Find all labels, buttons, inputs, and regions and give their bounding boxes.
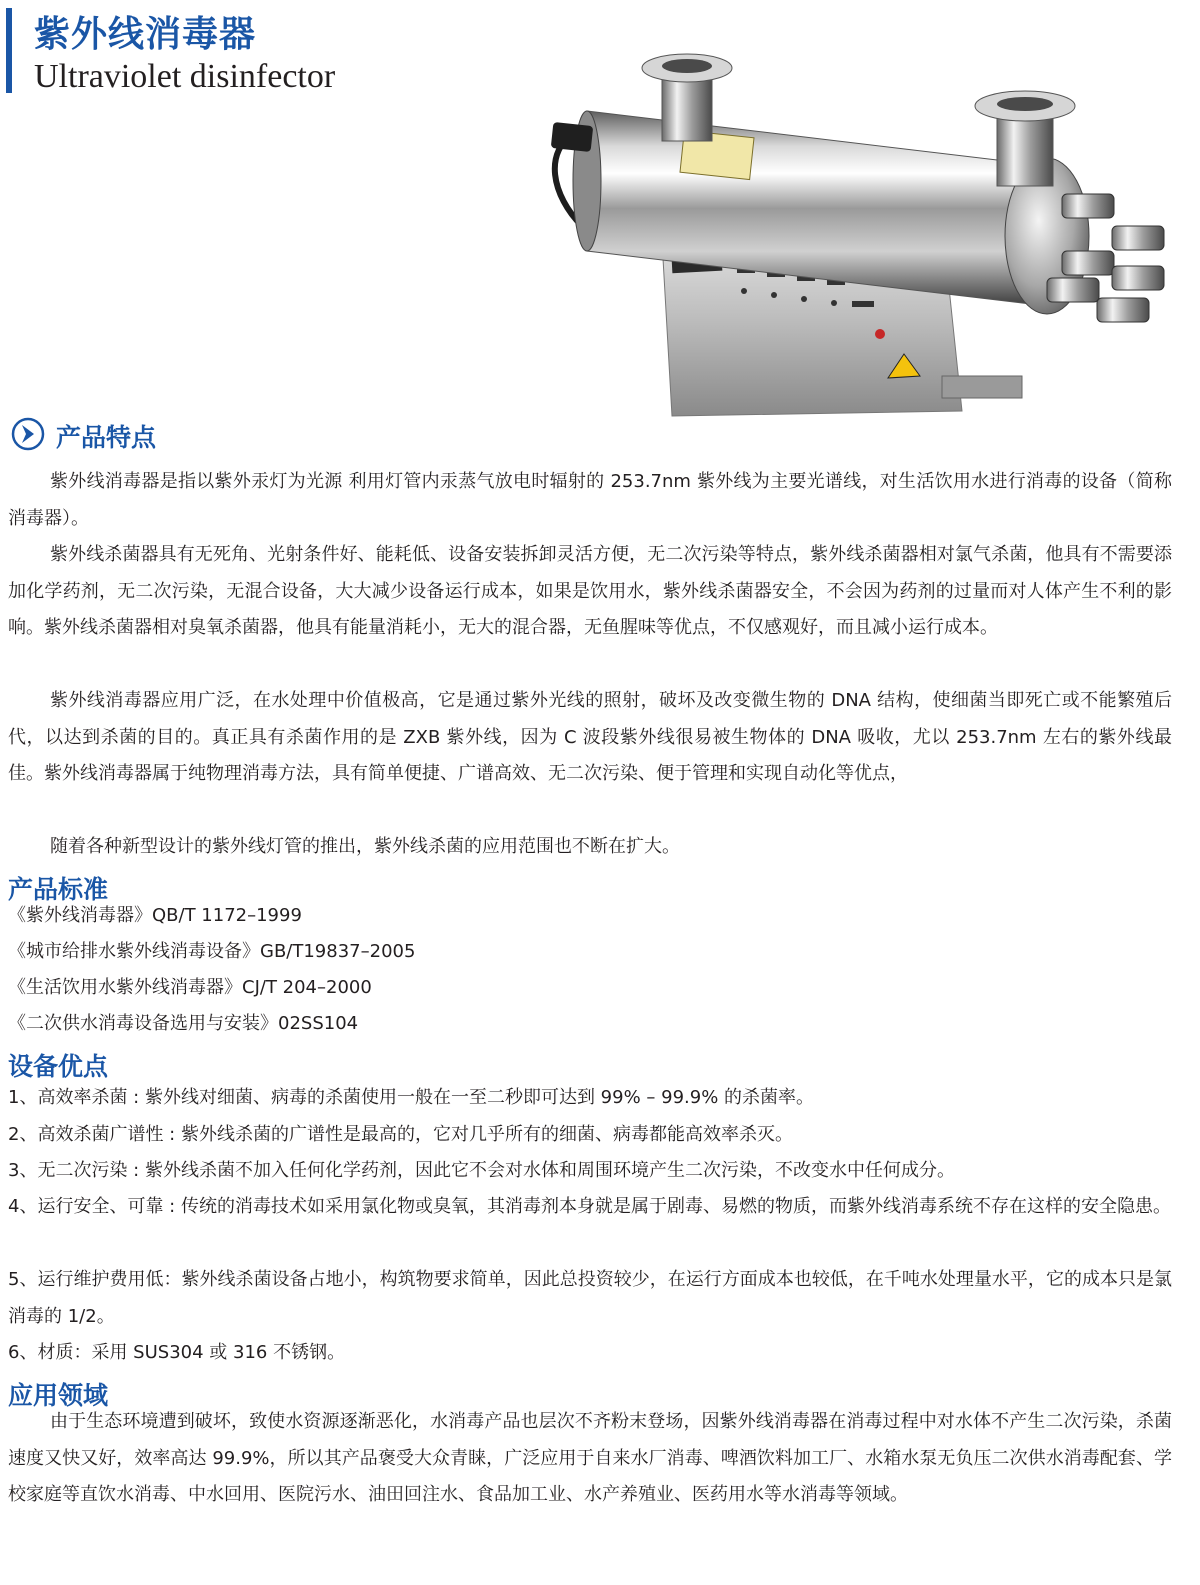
advantage-item: 3、无二次污染 : 紫外线杀菌不加入任何化学药剂，因此它不会对水体和周围环境产生二次污染，不改变水中任何成分。	[8, 1160, 955, 1181]
standards-heading: 产品标准	[8, 875, 109, 904]
page-title: 紫外线消毒器	[34, 14, 257, 55]
standard-item: 《二次供水消毒设备选用与安装》02SS104	[8, 1013, 359, 1034]
features-paragraph: 随着各种新型设计的紫外线灯管的推出，紫外线杀菌的应用范围也不断在扩大。	[50, 836, 680, 857]
title-accent-bar	[6, 8, 12, 93]
advantage-item: 2、高效杀菌广谱性 : 紫外线杀菌的广谱性是最高的，它对几乎所有的细菌、病毒都能高效率杀灭。	[8, 1124, 793, 1145]
features-paragraph: 紫外线杀菌器具有无死角、光射条件好、能耗低、设备安装拆卸灵活方便，无二次污染等特点，紫外线杀菌器相对氯气杀菌，他具有不需要添加化学药剂，无二次污染，无混合设备，大大减少设备运行成本，如果是饮用水，紫外线杀菌器安全，不会因为药剂的过量而对人体产生不利的影响。紫外线杀菌器相对臭氧杀菌器，他具有能量消耗小，无大的混合器，无鱼腥味等优点，不仅感观好，而且减小运行成本。	[8, 544, 1172, 638]
applications-paragraph: 由于生态环境遭到破坏，致使水资源逐渐恶化，水消毒产品也层次不齐粉末登场，因紫外线消毒器在消毒过程中对水体不产生二次污染，杀菌速度又快又好，效率高达 99.9%，所以其产品褒受大众青睐，广泛应用于自来水厂消毒、啤酒饮料加工厂、水箱水泵无负压二次供水消毒配套、学校家庭等直饮水消毒、中水回用、医院污水、油田回注水、食品加工业、水产养殖业、医药用水等水消毒等领域。	[8, 1411, 1172, 1505]
features-paragraph: 紫外线消毒器是指以紫外汞灯为光源 利用灯管内汞蒸气放电时辐射的 253.7nm 紫外线为主要光谱线，对生活饮用水进行消毒的设备（简称消毒器）。	[8, 471, 1172, 529]
advantage-item: 4、运行安全、可靠 : 传统的消毒技术如采用氯化物或臭氧，其消毒剂本身就是属于剧毒、易燃的物质，而紫外线消毒系统不存在这样的安全隐患。	[8, 1196, 1171, 1217]
uv-disinfector-image	[522, 16, 1190, 420]
advantages-heading: 设备优点	[8, 1052, 109, 1081]
standard-item: 《紫外线消毒器》QB/T 1172–1999	[8, 905, 302, 926]
features-heading: 产品特点	[56, 423, 157, 452]
features-paragraph: 紫外线消毒器应用广泛，在水处理中价值极高，它是通过紫外光线的照射，破坏及改变微生物的 DNA 结构，使细菌当即死亡或不能繁殖后代，以达到杀菌的目的。真正具有杀菌作用的是 ZXB 紫外线，因为 C 波段紫外线很易被生物体的 DNA 吸收，尤以 253.7nm 左右的紫外线最佳。紫外线消毒器属于纯物理消毒方法，具有简单便捷、广谱高效、无二次污染、便于管理和实现自动化等优点，	[8, 690, 1172, 784]
standard-item: 《城市给排水紫外线消毒设备》GB/T19837–2005	[8, 941, 416, 962]
chevron-right-circle-icon	[10, 416, 46, 452]
page-subtitle: Ultraviolet disinfector	[34, 58, 336, 95]
standard-item: 《生活饮用水紫外线消毒器》CJ/T 204–2000	[8, 977, 372, 998]
advantage-item: 6、材质：采用 SUS304 或 316 不锈钢。	[8, 1342, 346, 1363]
advantage-item: 1、高效率杀菌 : 紫外线对细菌、病毒的杀菌使用一般在一至二秒即可达到 99% – 99.9% 的杀菌率。	[8, 1087, 815, 1108]
applications-heading: 应用领域	[8, 1381, 109, 1410]
advantage-item: 5、运行维护费用低：紫外线杀菌设备占地小，构筑物要求简单，因此总投资较少，在运行方面成本也较低，在千吨水处理量水平，它的成本只是氯消毒的 1/2。	[8, 1269, 1172, 1327]
